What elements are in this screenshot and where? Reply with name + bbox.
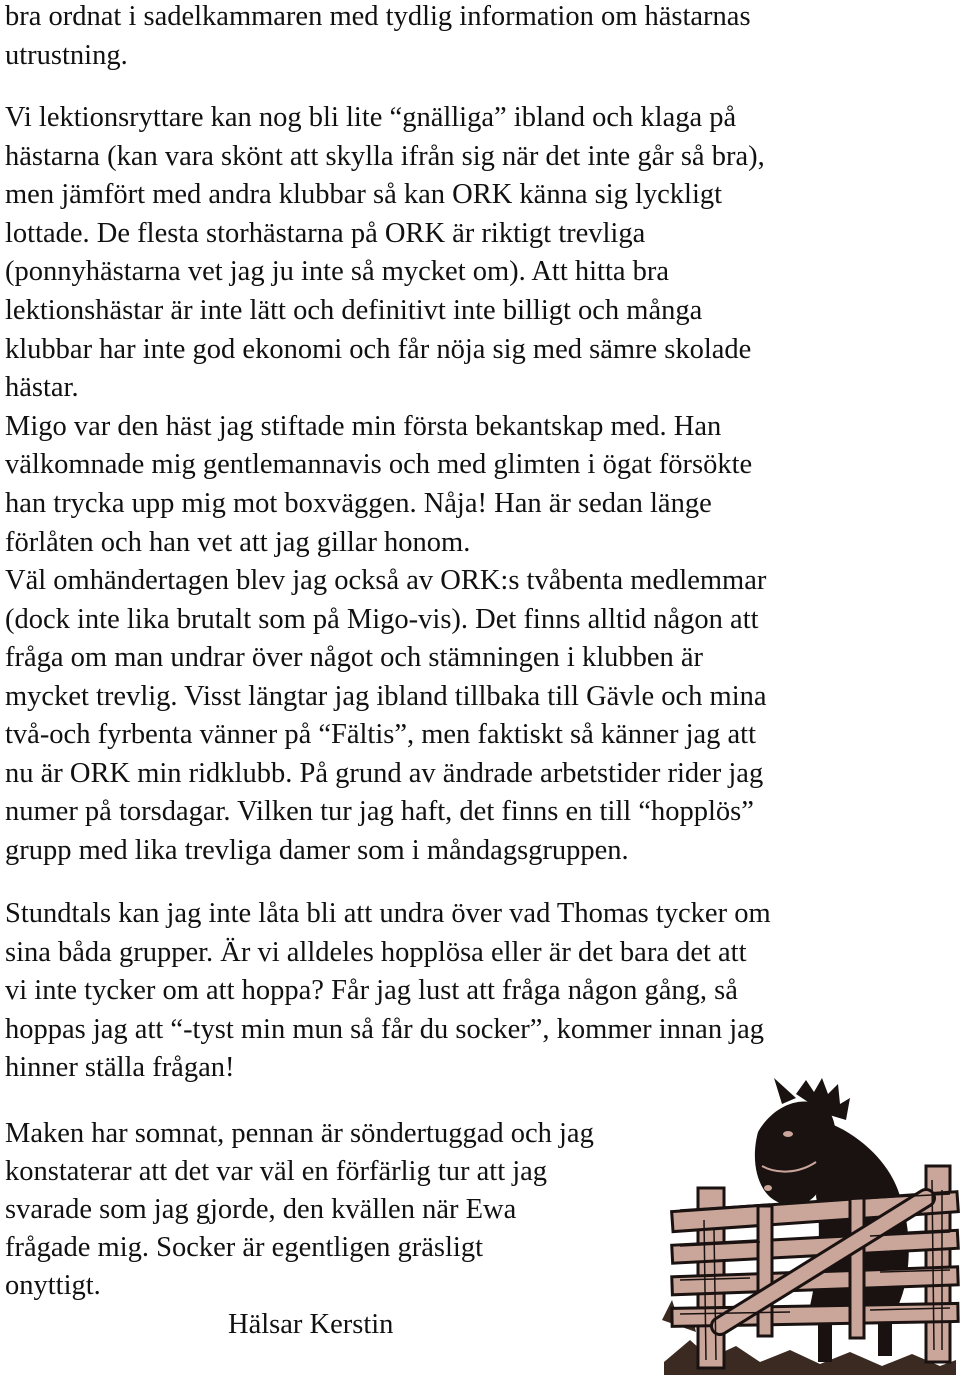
text-line: klubbar har inte god ekonomi och får nöja sig med sämre skolade [5, 334, 752, 365]
text-line: bra ordnat i sadelkammaren med tydlig information om hästarnas [5, 1, 751, 32]
text-line: nu är ORK min ridklubb. På grund av ändrade arbetstider rider jag [5, 758, 764, 789]
text-line: Väl omhändertagen blev jag också av ORK:s tvåbenta medlemmar [5, 565, 767, 596]
text-line: Maken har somnat, pennan är söndertuggad och jag [5, 1118, 594, 1149]
text-line: hoppas jag att “-tyst min mun så får du socker”, kommer innan jag [5, 1014, 765, 1045]
text-line: Migo var den häst jag stiftade min första bekantskap med. Han [5, 411, 722, 442]
text-line: (dock inte lika brutalt som på Migo-vis). Det finns alltid någon att [5, 604, 759, 635]
text-line: två-och fyrbenta vänner på “Fältis”, men faktiskt så känner jag att [5, 719, 757, 750]
text-line: frågade mig. Socker är egentligen gräsligt [5, 1232, 483, 1263]
signature: Hälsar Kerstin [228, 1309, 394, 1340]
text-line: onyttigt. [5, 1270, 101, 1301]
text-line: hästar. [5, 372, 79, 403]
text-line: hästarna (kan vara skönt att skylla ifrån sig när det inte går så bra), [5, 141, 765, 172]
text-line: Vi lektionsryttare kan nog bli lite “gnälliga” ibland och klaga på [5, 102, 737, 133]
text-line: lottade. De flesta storhästarna på ORK är riktigt trevliga [5, 218, 646, 249]
text-line: han trycka upp mig mot boxväggen. Nåja! Han är sedan länge [5, 488, 712, 519]
text-line: utrustning. [5, 40, 128, 71]
text-line: hinner ställa frågan! [5, 1052, 235, 1083]
text-line: lektionshästar är inte lätt och definitivt inte billigt och många [5, 295, 703, 326]
text-line: fråga om man undrar över något och stämningen i klubben är [5, 642, 704, 673]
text-line: välkomnade mig gentlemannavis och med glimten i ögat försökte [5, 449, 753, 480]
text-line: förlåten och han vet att jag gillar honom. [5, 527, 471, 558]
text-line: sina båda grupper. Är vi alldeles hopplösa eller är det bara det att [5, 937, 747, 968]
text-line: konstaterar att det var väl en förfärlig tur att jag [5, 1156, 548, 1187]
text-line: Stundtals kan jag inte låta bli att undra över vad Thomas tycker om [5, 898, 771, 929]
text-line: grupp med lika trevliga damer som i måndagsgruppen. [5, 835, 629, 866]
text-line: vi inte tycker om att hoppa? Får jag lust att fråga någon gång, så [5, 975, 738, 1006]
text-line: mycket trevlig. Visst längtar jag ibland tillbaka till Gävle och mina [5, 681, 767, 712]
text-line: numer på torsdagar. Vilken tur jag haft, det finns en till “hopplös” [5, 796, 754, 827]
text-line: men jämfört med andra klubbar så kan ORK känna sig lyckligt [5, 179, 723, 210]
horse-behind-fence-icon [650, 1070, 960, 1375]
text-line: svarade som jag gjorde, den kvällen när Ewa [5, 1194, 517, 1225]
text-line: (ponnyhästarna vet jag ju inte så mycket om). Att hitta bra [5, 256, 670, 287]
